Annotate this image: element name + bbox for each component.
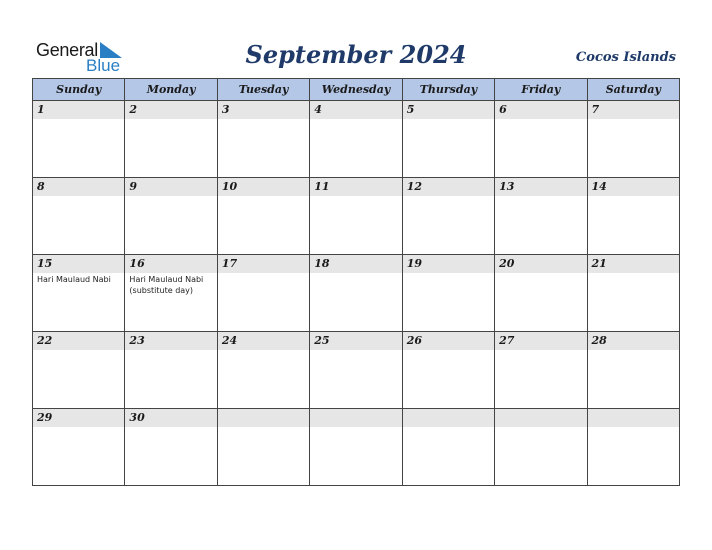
day-number: 7 [588,101,679,119]
day-number: 14 [588,178,679,196]
day-cell [310,255,402,332]
weekday-friday: Friday [495,79,587,101]
weekday-saturday: Saturday [587,79,679,101]
day-number: 21 [588,255,679,273]
day-number [588,409,679,427]
day-number: 15 [33,255,124,273]
day-cell-content [495,101,586,177]
day-cell-content [495,332,586,408]
day-cell-content [310,332,401,408]
calendar-grid [32,78,680,486]
day-number: 22 [33,332,124,350]
day-number: 2 [125,101,216,119]
day-cell [217,255,309,332]
day-number: 6 [495,101,586,119]
day-number [310,409,401,427]
holiday-label: Hari Maulaud Nabi (substitute day) [129,275,204,295]
day-cell-content [403,101,494,177]
day-cell-content [588,178,679,254]
day-cell [587,409,679,486]
day-cell-content [125,409,216,485]
day-cell [587,255,679,332]
day-cell [495,101,587,178]
day-cell [33,332,125,409]
day-cell [495,178,587,255]
day-number: 5 [403,101,494,119]
day-cell [402,332,494,409]
day-cell-content [218,332,309,408]
day-cell [402,178,494,255]
day-number: 4 [310,101,401,119]
day-number: 12 [403,178,494,196]
weekday-monday: Monday [125,79,217,101]
day-number: 18 [310,255,401,273]
day-cell-content [218,255,309,331]
day-cell-content [125,178,216,254]
day-cell [125,101,217,178]
day-cell [33,409,125,486]
day-cell [125,255,217,332]
day-number: 9 [125,178,216,196]
day-number [495,409,586,427]
day-cell [495,409,587,486]
day-number: 16 [125,255,216,273]
day-cell-content [310,101,401,177]
day-cell-content [403,332,494,408]
day-number: 28 [588,332,679,350]
day-cell-content [33,332,124,408]
day-cell-content [125,255,216,331]
day-number: 1 [33,101,124,119]
logo-word-blue: Blue [86,56,121,75]
day-cell-content [310,255,401,331]
country-name: Cocos Islands [575,50,676,65]
day-cell-content [310,409,401,485]
day-cell-content [125,332,216,408]
day-number: 20 [495,255,586,273]
day-cell-content [33,178,124,254]
day-cell [310,409,402,486]
day-cell [310,332,402,409]
day-number: 23 [125,332,216,350]
day-number: 10 [218,178,309,196]
day-number [403,409,494,427]
weekday-wednesday: Wednesday [310,79,402,101]
day-number [218,409,309,427]
weekday-tuesday: Tuesday [217,79,309,101]
day-cell-content [33,409,124,485]
day-cell [217,101,309,178]
day-number: 25 [310,332,401,350]
day-number: 27 [495,332,586,350]
holiday-label: Hari Maulaud Nabi [37,275,111,284]
day-cell-content [588,101,679,177]
day-cell-content [588,255,679,331]
day-number: 24 [218,332,309,350]
day-number: 13 [495,178,586,196]
day-cell-content [33,255,124,331]
week-row [33,101,680,178]
weekday-thursday: Thursday [402,79,494,101]
day-cell [217,332,309,409]
day-cell [587,101,679,178]
day-cell-content [495,409,586,485]
day-number: 29 [33,409,124,427]
day-cell-content [495,255,586,331]
day-cell [310,101,402,178]
day-cell-content [218,409,309,485]
week-row [33,255,680,332]
day-cell [33,101,125,178]
day-cell [33,178,125,255]
week-row [33,178,680,255]
day-cell-content [403,178,494,254]
day-cell-content [218,101,309,177]
day-cell [125,332,217,409]
day-cell [495,332,587,409]
day-cell [587,332,679,409]
day-cell [33,255,125,332]
day-cell-content [495,178,586,254]
day-cell [495,255,587,332]
day-number: 3 [218,101,309,119]
day-number: 8 [33,178,124,196]
day-number: 11 [310,178,401,196]
calendar-body [33,101,680,486]
day-cell-content [33,101,124,177]
day-number: 19 [403,255,494,273]
day-number: 26 [403,332,494,350]
week-row [33,409,680,486]
day-cell [402,101,494,178]
day-cell [402,255,494,332]
day-cell [587,178,679,255]
weekday-header-row [33,79,680,101]
day-cell [402,409,494,486]
day-cell-content [125,101,216,177]
day-cell-content [310,178,401,254]
day-cell [217,178,309,255]
day-cell [125,178,217,255]
day-cell-content [218,178,309,254]
day-cell-content [588,409,679,485]
day-cell-content [403,255,494,331]
calendar-title: September 2024 [245,40,467,69]
day-number: 17 [218,255,309,273]
day-cell-content [403,409,494,485]
weekday-sunday: Sunday [33,79,125,101]
day-cell [310,178,402,255]
day-number: 30 [125,409,216,427]
day-cell [217,409,309,486]
day-cell [125,409,217,486]
logo-word-general: General [36,40,98,60]
week-row [33,332,680,409]
day-cell-content [588,332,679,408]
